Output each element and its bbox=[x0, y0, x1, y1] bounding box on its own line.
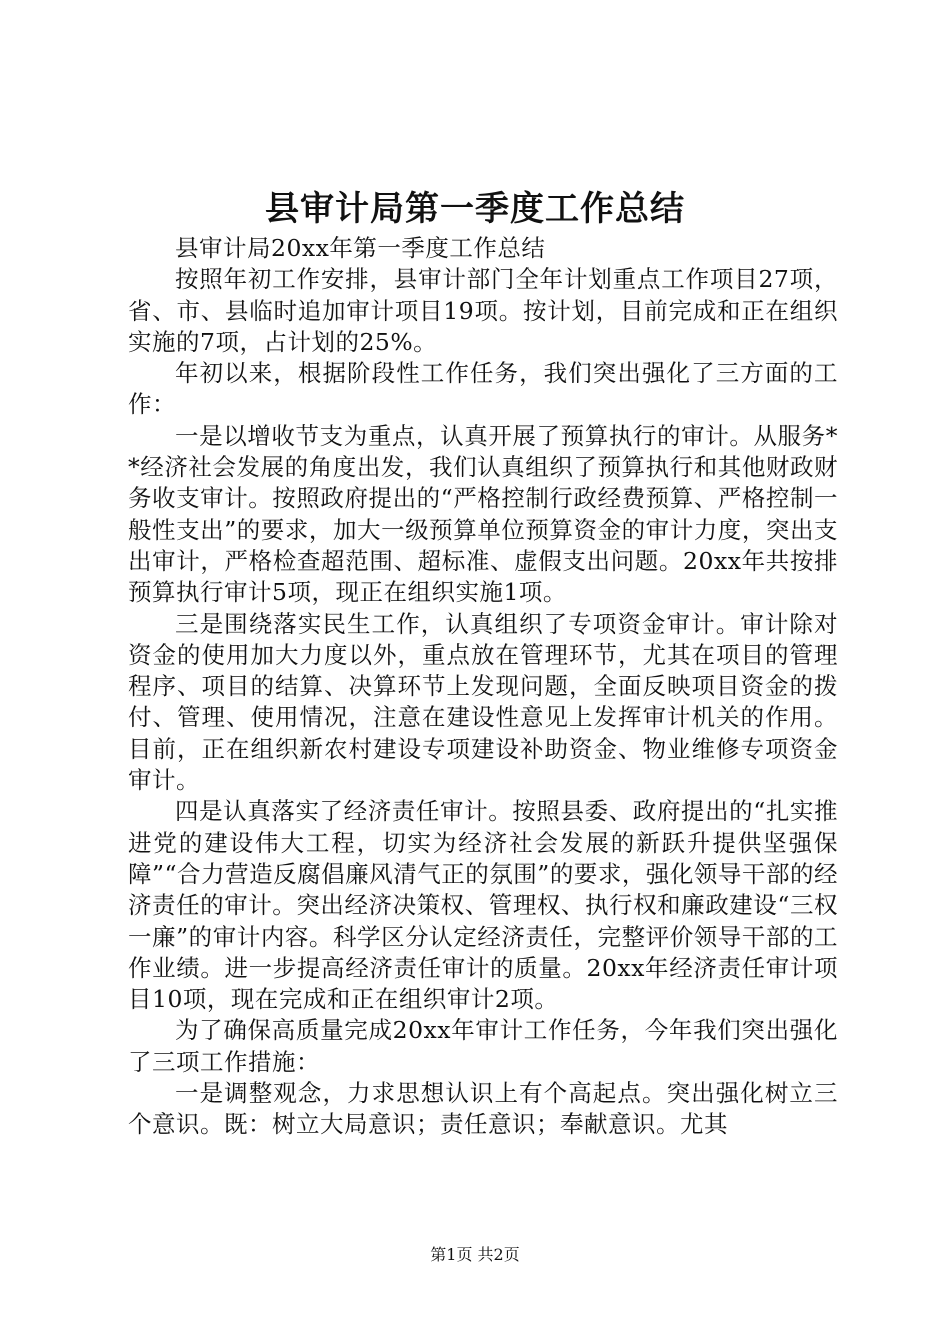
paragraph-economic-responsibility-audit: 四是认真落实了经济责任审计。按照县委、政府提出的“扎实推进党的建设伟大工程，切实为经济社会发展的新跃升提供坚强保障”“合力营造反腐倡廉风清气正的氛围”的要求，强化领导干部的经济责任的审计。突出经济决策权、管理权、执行权和廉政建设“三权一廉”的审计内容。科学区分认定经济责任，完整评价领导干部的工作业绩。进一步提高经济责任审计的质量。20xx年经济责任审计项目10项，现在完成和正在组织审计2项。 bbox=[128, 797, 838, 1014]
paragraph-plan-overview: 按照年初工作安排，县审计部门全年计划重点工作项目27项，省、市、县临时追加审计项目19项。按计划，目前完成和正在组织实施的7项，占计划的25%。 bbox=[128, 265, 838, 356]
paragraph-measures-intro: 为了确保高质量完成20xx年审计工作任务，今年我们突出强化了三项工作措施： bbox=[128, 1016, 838, 1076]
page-number-footer: 第1页 共2页 bbox=[430, 1245, 520, 1264]
document-body bbox=[128, 233, 838, 1141]
paragraph-focus-intro: 年初以来，根据阶段性工作任务，我们突出强化了三方面的工作： bbox=[128, 359, 838, 419]
document-title: 县审计局第一季度工作总结 bbox=[265, 189, 685, 229]
paragraph-special-fund-audit: 三是围绕落实民生工作，认真组织了专项资金审计。审计除对资金的使用加大力度以外，重点放在管理环节，尤其在项目的管理程序、项目的结算、决算环节上发现问题，全面反映项目资金的拨付、管理、使用情况，注意在建设性意见上发挥审计机关的作用。目前，正在组织新农村建设专项建设补助资金、物业维修专项资金审计。 bbox=[128, 609, 838, 795]
paragraph-measure-one: 一是调整观念，力求思想认识上有个高起点。突出强化树立三个意识。既：树立大局意识；责任意识；奉献意识。尤其 bbox=[128, 1079, 838, 1139]
paragraph-budget-audit: 一是以增收节支为重点，认真开展了预算执行的审计。从服务**经济社会发展的角度出发，我们认真组织了预算执行和其他财政财务收支审计。按照政府提出的“严格控制行政经费预算、严格控制一般性支出”的要求，加大一级预算单位预算资金的审计力度，突出支出审计，严格检查超范围、超标准、虚假支出问题。20xx年共按排预算执行审计5项，现正在组织实施1项。 bbox=[128, 421, 838, 607]
paragraph-subtitle: 县审计局20xx年第一季度工作总结 bbox=[175, 234, 546, 262]
